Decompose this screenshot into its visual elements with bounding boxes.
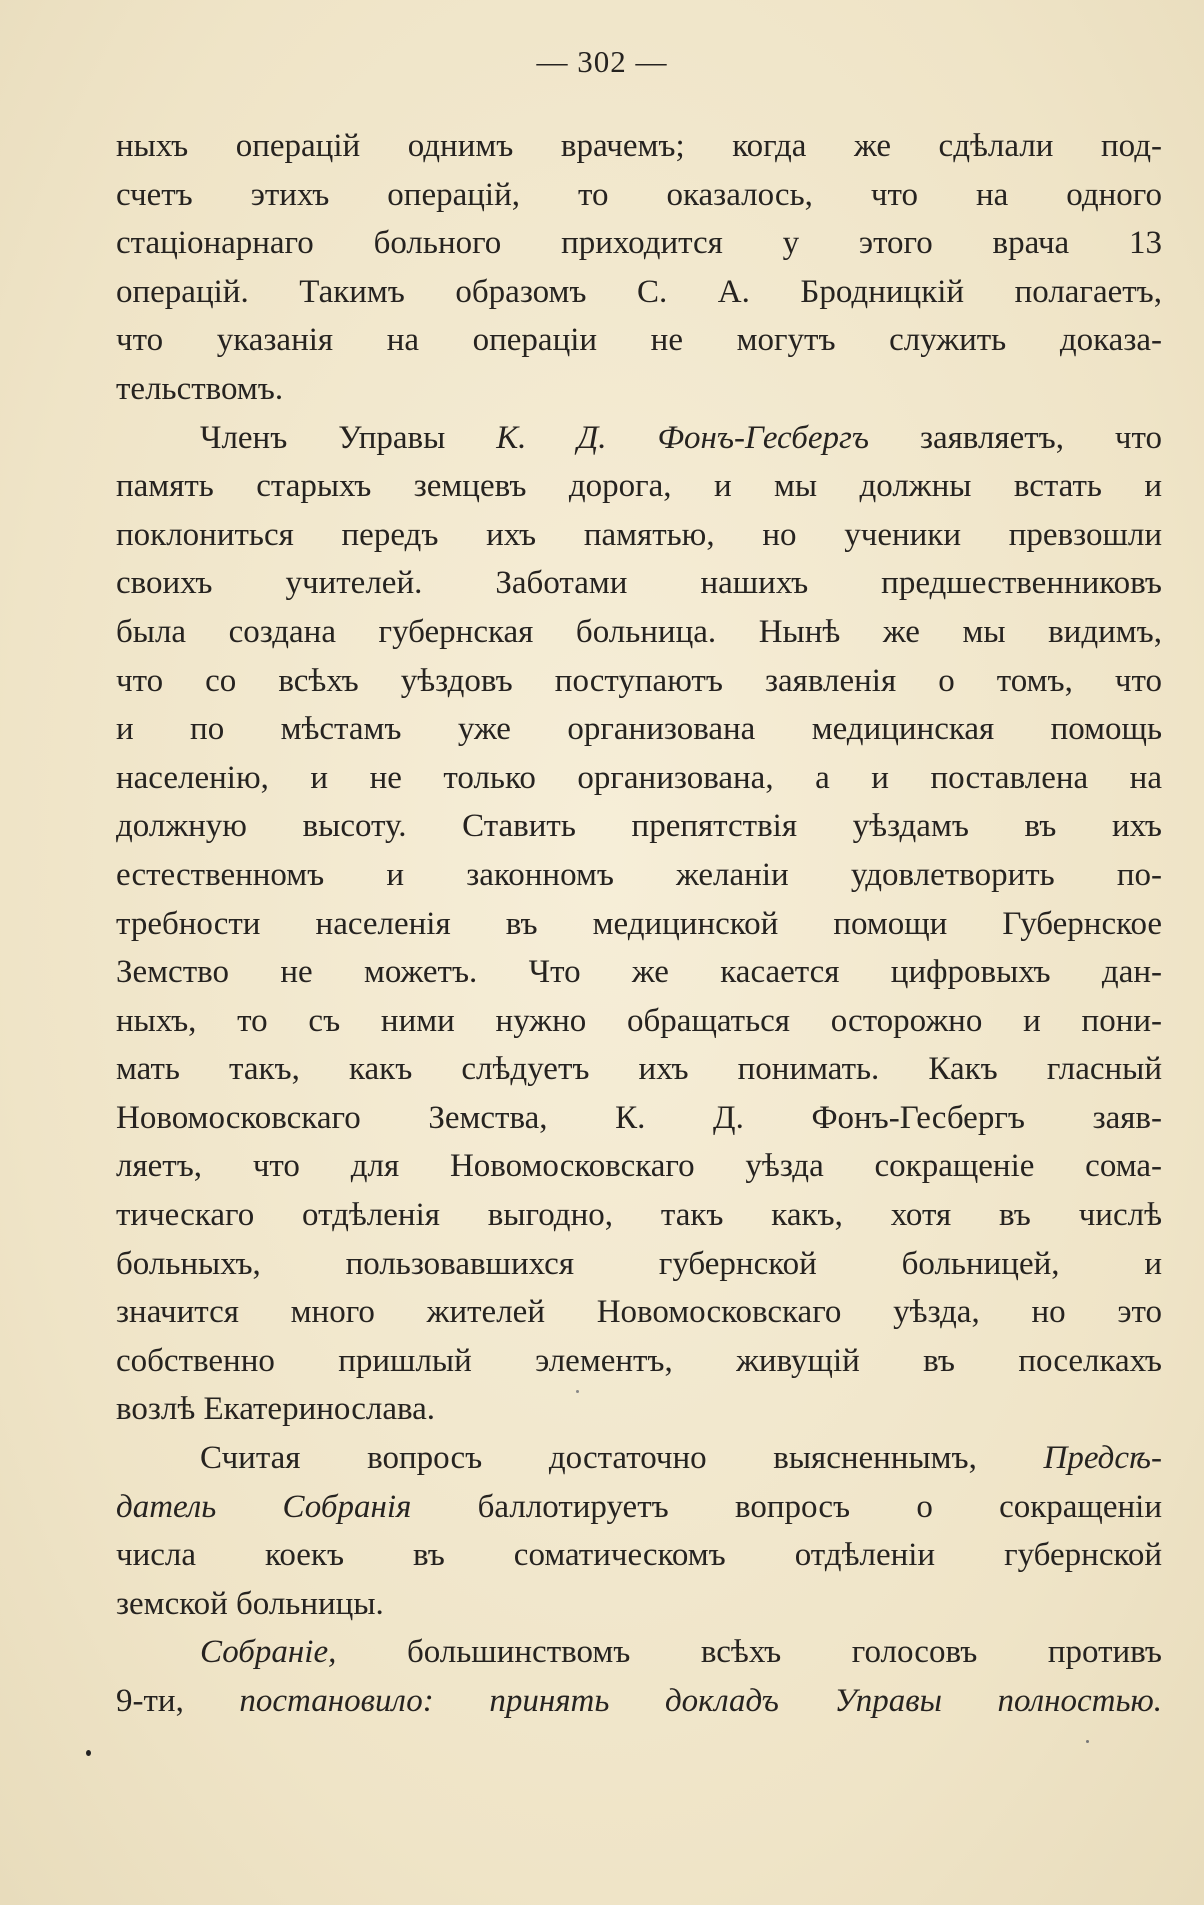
text-line xyxy=(116,1677,1162,1726)
text-line: собственно пришлый элементъ, живущій въ поселкахъ xyxy=(116,1342,1162,1379)
page-number: — 302 — xyxy=(536,44,668,79)
text-line: ляетъ, что для Новомосковскаго уѣзда сокращеніе сома- xyxy=(116,1148,1162,1185)
text-line: своихъ учителей. Заботами нашихъ предшественниковъ xyxy=(116,565,1162,602)
text-line: что указанія на операціи не могутъ служить доказа- xyxy=(116,322,1162,359)
text-line: населенію, и не только организована, а и поставлена на xyxy=(116,759,1162,796)
text-line: Земство не можетъ. Что же касается цифровыхъ дан- xyxy=(116,954,1162,991)
text-line: счетъ этихъ операцій, то оказалось, что на одного xyxy=(116,176,1162,213)
print-speck xyxy=(576,1390,579,1393)
text-line: возлѣ Екатеринослава. xyxy=(116,1391,436,1428)
print-speck xyxy=(1086,1740,1089,1743)
text-line: естественномъ и законномъ желаніи удовлетворить по- xyxy=(116,856,1162,893)
text-line: тельствомъ. xyxy=(116,370,284,407)
resolution-label: постановило: xyxy=(239,1683,434,1719)
text-run: заявляетъ, что xyxy=(869,419,1163,456)
text-line: больныхъ, пользовавшихся губернской больницей, и xyxy=(116,1245,1162,1282)
print-speck xyxy=(86,1750,91,1756)
text-run: 9-ти, xyxy=(116,1683,240,1719)
text-line: числа коекъ въ соматическомъ отдѣленіи губернской xyxy=(116,1537,1162,1574)
text-run: большинствомъ всѣхъ голосовъ противъ xyxy=(336,1634,1162,1671)
text-line: была создана губернская больница. Нынѣ же мы видимъ, xyxy=(116,613,1162,650)
text-line: стаціонарнаго больного приходится у этого врача 13 xyxy=(116,225,1162,262)
text-line xyxy=(116,1628,1162,1677)
text-line: и по мѣстамъ уже организована медицинская помощь xyxy=(116,711,1162,748)
text-line: память старыхъ земцевъ дорога, и мы должны встать и xyxy=(116,468,1162,505)
text-line xyxy=(116,1483,1162,1532)
chairman-title: Предсѣ- xyxy=(1043,1440,1162,1477)
text-line: поклониться передъ ихъ памятью, но ученики превзошли xyxy=(116,516,1162,553)
speaker-name: К. Д. Фонъ-Гесбергъ xyxy=(496,419,869,456)
text-line: значится много жителей Новомосковскаго уѣзда, но это xyxy=(116,1294,1162,1331)
text-line: операцій. Такимъ образомъ С. А. Бродницкій полагаетъ, xyxy=(116,273,1162,310)
text-line xyxy=(116,1434,1162,1483)
resolution-text: принять докладъ Управы полностью. xyxy=(433,1683,1162,1719)
body-text xyxy=(116,122,1162,1726)
text-line: земской больницы. xyxy=(116,1585,384,1622)
text-line: требности населенія въ медицинской помощи Губернское xyxy=(116,905,1162,942)
text-run: Считая вопросъ достаточно выясненнымъ, xyxy=(200,1440,1044,1477)
text-line: должную высоту. Ставить препятствія уѣздамъ въ ихъ xyxy=(116,808,1162,845)
text-line: Новомосковскаго Земства, К. Д. Фонъ-Гесбергъ заяв- xyxy=(116,1099,1162,1136)
text-line xyxy=(116,414,1162,463)
text-line: ныхъ, то съ ними нужно обращаться осторожно и пони- xyxy=(116,1002,1162,1039)
text-line: ныхъ операцій однимъ врачемъ; когда же сдѣлали под- xyxy=(116,128,1162,164)
text-line: мать такъ, какъ слѣдуетъ ихъ понимать. Какъ гласный xyxy=(116,1051,1162,1088)
assembly-label: Собраніе, xyxy=(200,1634,337,1671)
text-run: Членъ Управы xyxy=(200,419,497,456)
text-line: что со всѣхъ уѣздовъ поступаютъ заявленія о томъ, что xyxy=(116,662,1162,699)
chairman-title: датель Собранія xyxy=(116,1488,412,1525)
text-line: тическаго отдѣленія выгодно, такъ какъ, хотя въ числѣ xyxy=(116,1197,1162,1234)
text-run: баллотируетъ вопросъ о сокращеніи xyxy=(411,1488,1162,1525)
